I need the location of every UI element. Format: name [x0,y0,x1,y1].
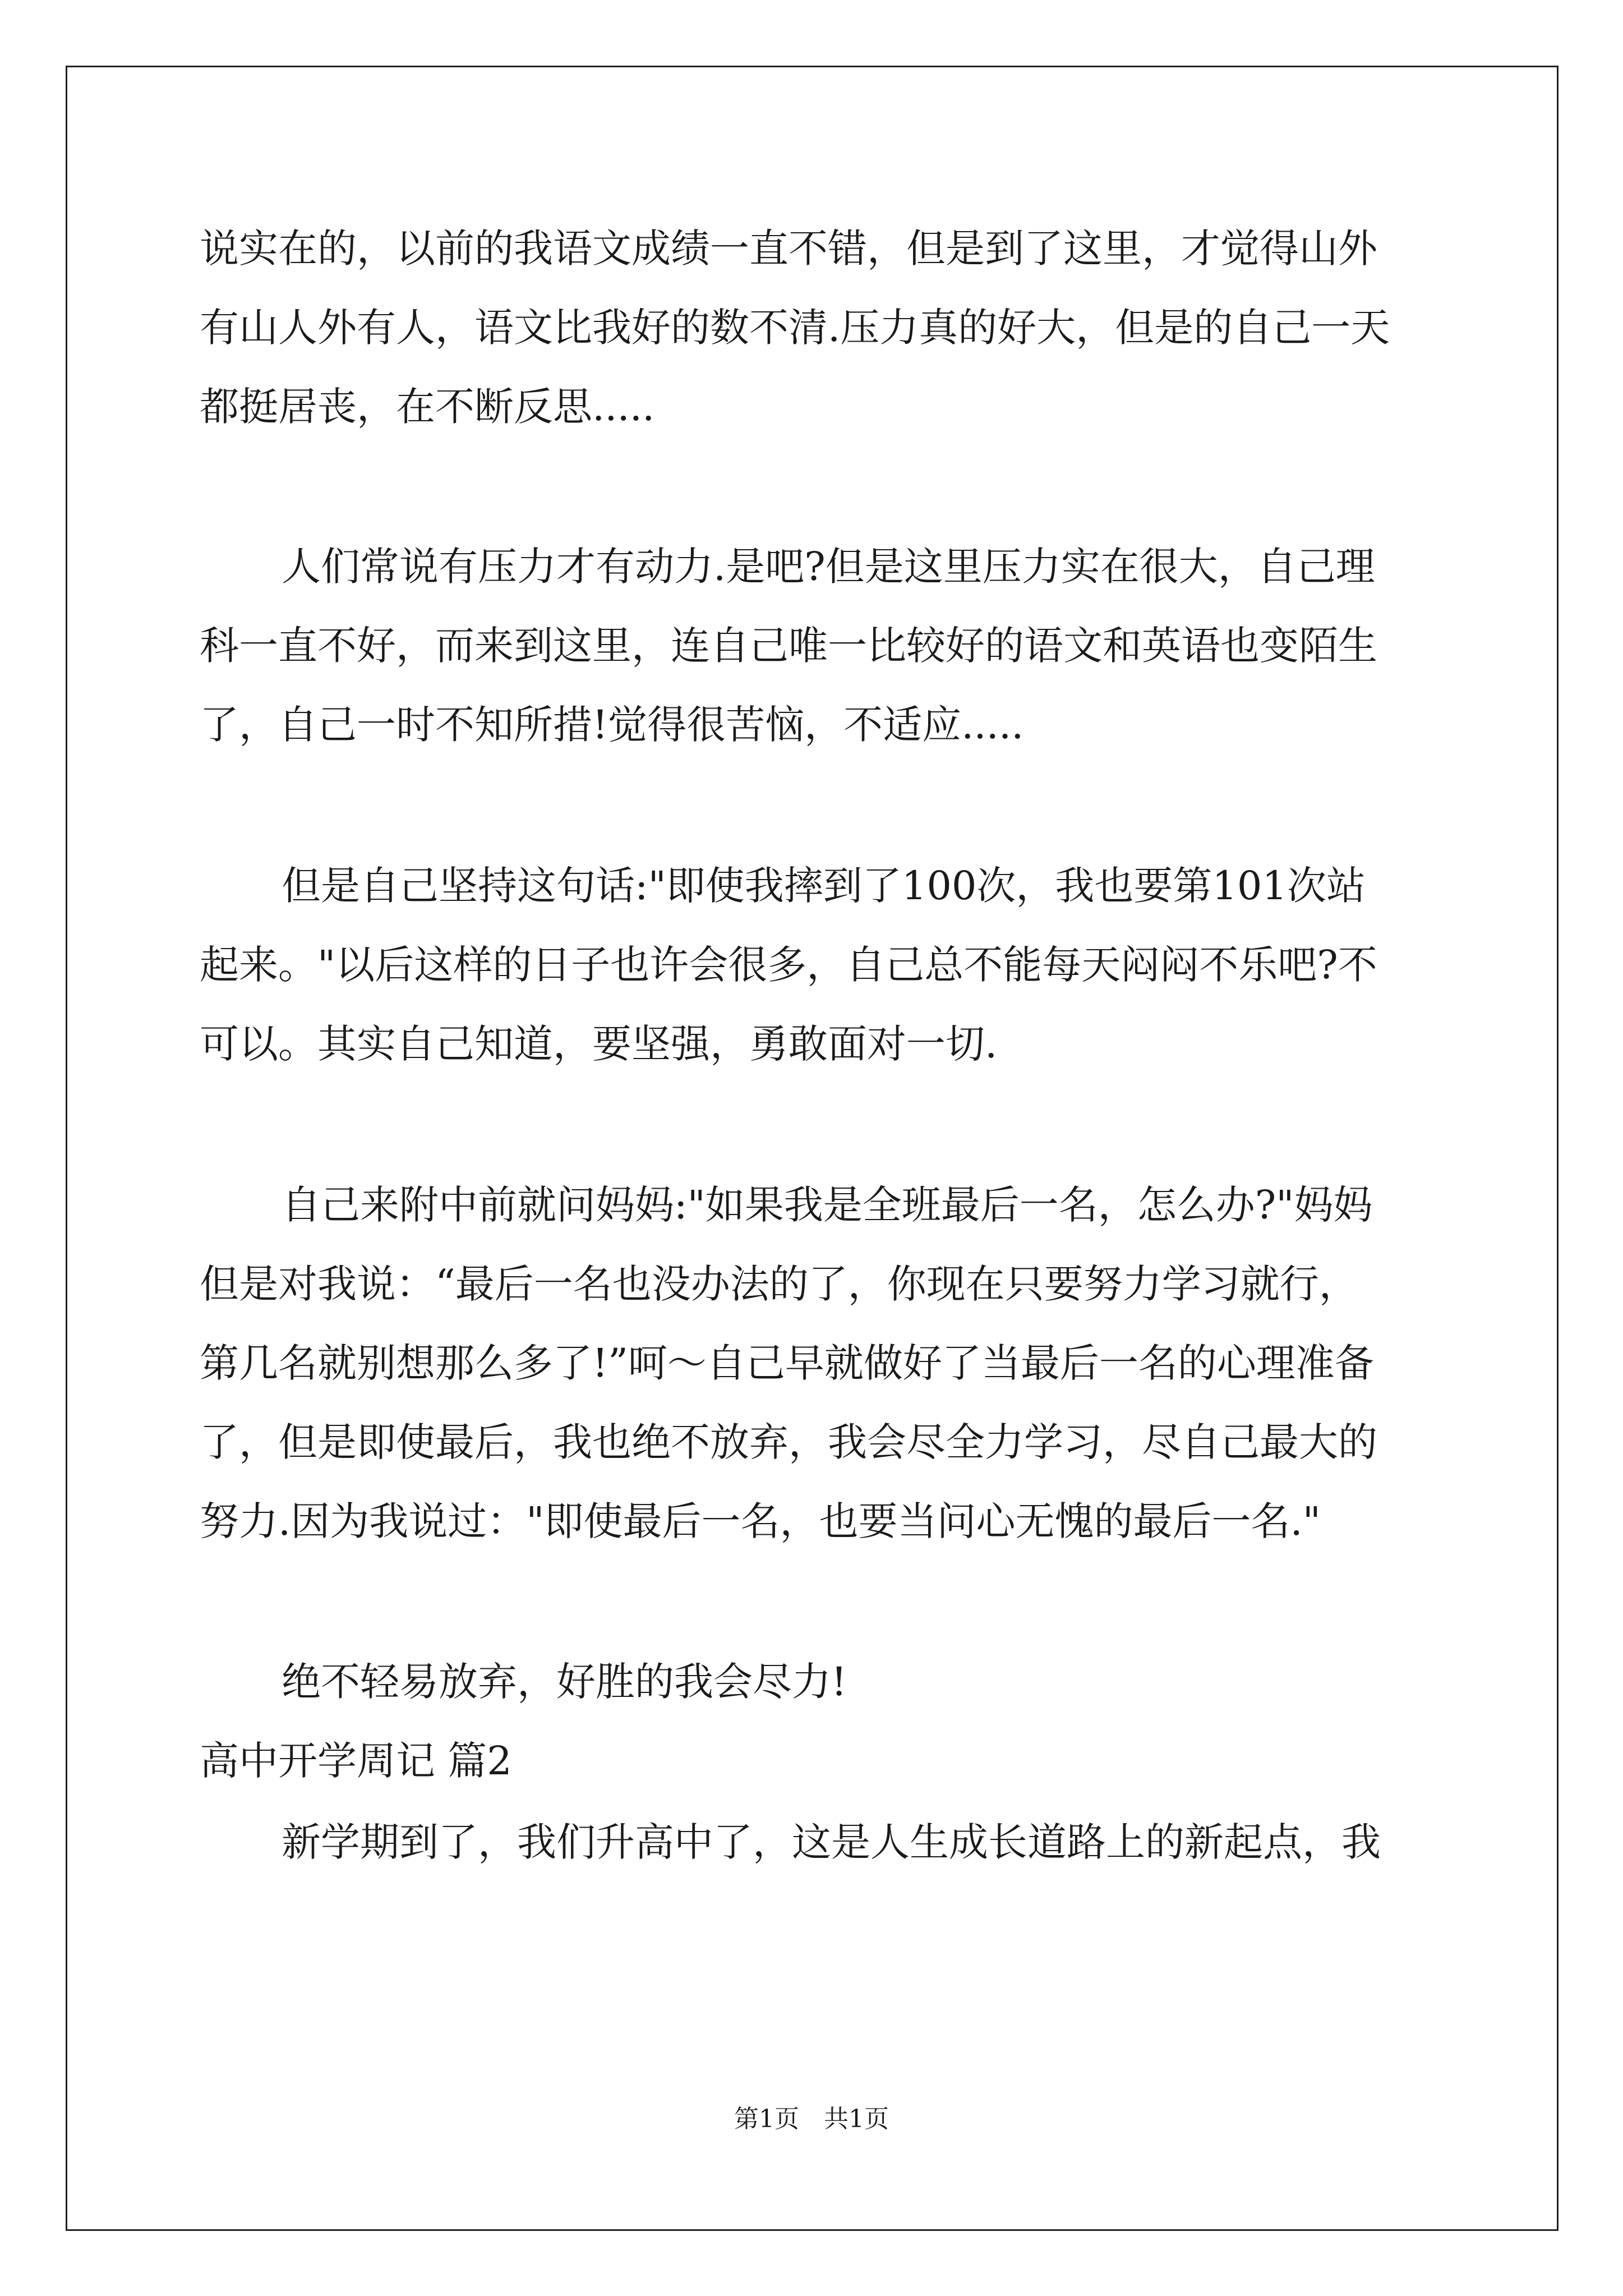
paragraph-2-line-2: 科一直不好，而来到这里，连自己唯一比较好的语文和英语也变陌生 [200,623,1377,669]
paragraph-6-line-1: 新学期到了，我们升高中了，这是人生成长道路上的新起点，我 [282,1819,1381,1865]
section-heading: 高中开学周记 篇2 [200,1738,512,1784]
paragraph-4-line-5: 努力.因为我说过："即使最后一名，也要当问心无愧的最后一名." [200,1498,1321,1544]
paragraph-4-line-1: 自己来附中前就问妈妈:"如果我是全班最后一名，怎么办?"妈妈 [282,1182,1373,1228]
paragraph-3-line-3: 可以。其实自己知道，要坚强，勇敢面对一切. [200,1021,998,1067]
paragraph-1-line-3: 都挺居丧，在不断反思..... [200,384,655,430]
paragraph-1-line-2: 有山人外有人，语文比我好的数不清.压力真的好大，但是的自己一天 [200,305,1390,351]
paragraph-4-line-2: 但是对我说：“最后一名也没办法的了，你现在只要努力学习就行， [200,1261,1358,1307]
paragraph-5-line-1: 绝不轻易放弃，好胜的我会尽力! [282,1659,847,1705]
paragraph-4-line-4: 了，但是即使最后，我也绝不放弃，我会尽全力学习，尽自己最大的 [200,1419,1377,1465]
paragraph-3-line-1: 但是自己坚持这句话:"即使我摔到了100次，我也要第101次站 [282,863,1366,909]
paragraph-3-line-2: 起来。"以后这样的日子也许会很多，自己总不能每天闷闷不乐吧?不 [200,942,1377,988]
paragraph-2-line-1: 人们常说有压力才有动力.是吧?但是这里压力实在很大，自己理 [282,544,1375,590]
page-number-footer: 第1页 共1页 [734,2105,889,2133]
paragraph-1-line-1: 说实在的，以前的我语文成绩一直不错，但是到了这里，才觉得山外 [200,226,1377,272]
paragraph-4-line-3: 第几名就别想那么多了!”呵～自己早就做好了当最后一名的心理准备 [200,1340,1374,1386]
paragraph-2-line-3: 了，自己一时不知所措!觉得很苦恼，不适应..... [200,702,1024,748]
